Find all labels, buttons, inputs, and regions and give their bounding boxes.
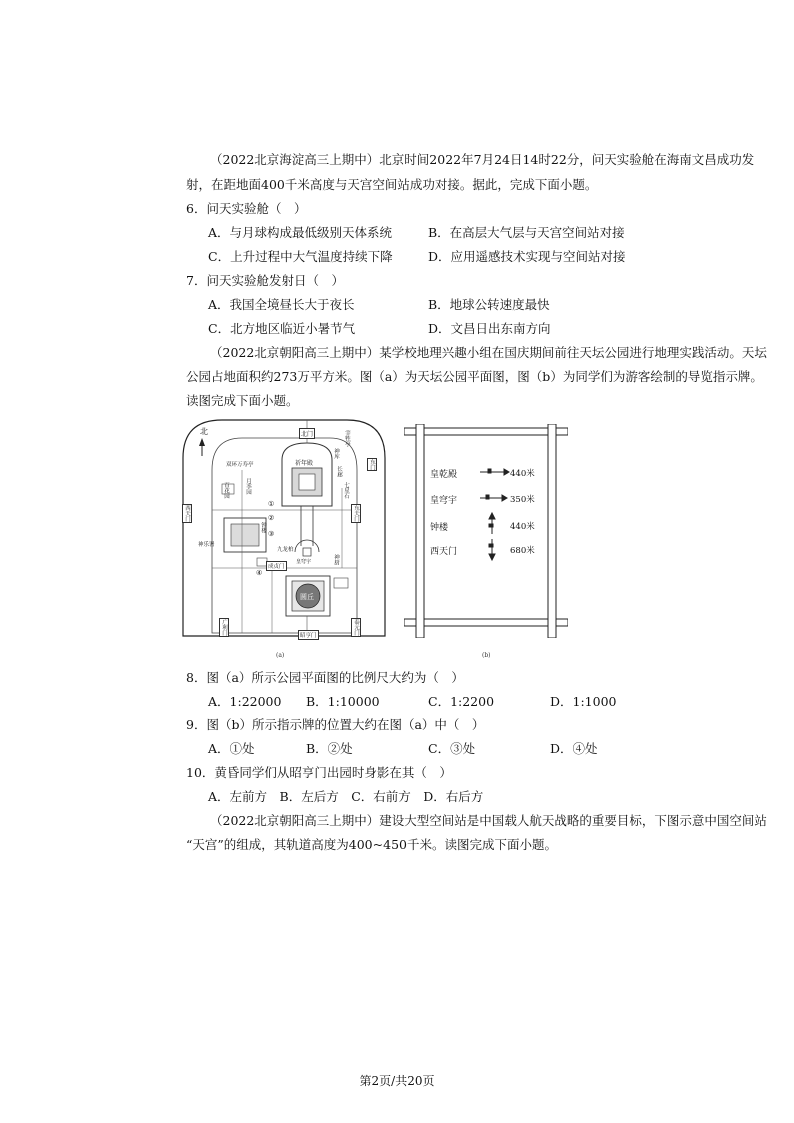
label-zhonglou: 钟楼: [260, 522, 266, 533]
label-qinian: 祈年殿: [295, 460, 314, 467]
passage1-line2: 射，在距地面400千米高度与天宫空间站成功对接。据此，完成下面小题。: [186, 177, 598, 192]
figure-a-caption: (a): [276, 652, 285, 659]
q9-option-d[interactable]: D．④处: [550, 741, 598, 756]
q6-option-d[interactable]: D．应用遥感技术实现与空间站对接: [428, 249, 626, 264]
sign-row-1-dist: 440米: [510, 469, 535, 479]
sign-row-2-dist: 350米: [510, 495, 535, 505]
passage2-line3: 读图完成下面小题。: [186, 393, 299, 408]
park-map-drawing: [182, 418, 388, 650]
gate-beimen: 北门: [299, 428, 315, 439]
q6-option-b[interactable]: B．在高层大气层与天宫空间站对接: [428, 225, 625, 240]
q6-stem: 6．问天实验舱（ ）: [186, 201, 307, 216]
q6-option-a[interactable]: A．与月球构成最低级别天体系统: [208, 225, 393, 240]
label-qixing: 七星石: [343, 482, 349, 499]
q8-option-a[interactable]: A．1:22000: [208, 694, 282, 709]
gate-dongmen: 东门: [369, 459, 375, 470]
label-baihua: 百花园: [223, 482, 229, 499]
figure-a-park-map: [182, 418, 388, 650]
label-changlang: 长廊: [336, 466, 342, 477]
label-zaishengting: 宰牲亭: [344, 430, 350, 447]
passage1-line1: （2022北京海淀高三上期中）北京时间2022年7月24日14时22分，问天实验舱在海南文昌成功发: [210, 152, 755, 167]
q8-stem: 8．图（a）所示公园平面图的比例尺大约为（ ）: [186, 670, 464, 685]
q10-options[interactable]: A．左前方 B．左后方 C．右前方 D．右后方: [208, 789, 484, 804]
q7-option-c[interactable]: C．北方地区临近小暑节气: [208, 321, 356, 336]
north-label: 北: [200, 427, 208, 436]
gate-dongtianmen: 东天门: [353, 505, 359, 522]
label-jiulong: 九龙柏: [277, 547, 294, 553]
q7-option-d[interactable]: D．文昌日出东南方向: [428, 321, 551, 336]
label-shenyue: 神乐署: [198, 542, 215, 548]
q9-stem: 9．图（b）所示指示牌的位置大约在图（a）中（ ）: [186, 717, 485, 732]
marker-1: ①: [268, 500, 275, 508]
sign-row-2-name: 皇穹宇: [430, 496, 458, 506]
sign-row-4-name: 西天门: [430, 547, 458, 557]
gate-guangli: 广利门: [221, 619, 227, 636]
q8-option-d[interactable]: D．1:1000: [550, 694, 617, 709]
passage2-line2: 公园占地面积约273万平方米。图（a）为天坛公园平面图，图（b）为同学们为游客绘制的导览指示牌。: [186, 369, 763, 384]
q7-stem: 7．问天实验舱发射日（ ）: [186, 273, 344, 288]
q9-option-c[interactable]: C．③处: [428, 741, 476, 756]
sign-row-3-dist: 440米: [510, 522, 535, 532]
label-shuanghuan: 双环万寿亭: [226, 462, 254, 468]
passage3-line1: （2022北京朝阳高三上期中）建设大型空间站是中国载人航天战略的重要目标，下图示意中国空间站: [210, 813, 767, 828]
gate-chengzhen: 成贞门: [266, 561, 287, 571]
label-yuanqiu: 圆丘: [300, 593, 314, 601]
q8-option-c[interactable]: C．1:2200: [428, 694, 495, 709]
q7-option-a[interactable]: A．我国全境昼长大于夜长: [208, 297, 355, 312]
page-footer: 第2页/共20页: [359, 1074, 435, 1088]
q7-option-b[interactable]: B．地球公转速度最快: [428, 297, 550, 312]
sign-row-3-name: 钟楼: [430, 523, 449, 533]
marker-4: ④: [256, 569, 263, 577]
label-shenchu: 神厨: [333, 554, 339, 565]
gate-zhaoheng: 昭亨门: [298, 630, 319, 640]
q10-stem: 10．黄昏同学们从昭亨门出园时身影在其（ ）: [186, 765, 452, 780]
gate-ximen: 西天门: [184, 505, 190, 522]
label-huangqiongyu: 皇穹宇: [296, 559, 312, 565]
label-shenku: 神库: [333, 448, 339, 459]
sign-frame-drawing: [404, 424, 568, 638]
marker-3: ③: [268, 530, 275, 538]
q8-option-b[interactable]: B．1:10000: [306, 694, 380, 709]
q6-option-c[interactable]: C．上升过程中大气温度持续下降: [208, 249, 393, 264]
marker-2: ②: [268, 514, 275, 522]
q9-option-a[interactable]: A．①处: [208, 741, 255, 756]
sign-row-4-dist: 680米: [510, 546, 535, 556]
label-yueji: 月季园: [245, 478, 251, 495]
figure-b-sign: [404, 424, 568, 638]
passage2-line1: （2022北京朝阳高三上期中）某学校地理兴趣小组在国庆期间前往天坛公园进行地理实践活动。天坛: [210, 345, 767, 360]
figure-b-caption: (b): [482, 652, 491, 659]
q9-option-b[interactable]: B．②处: [306, 741, 353, 756]
sign-row-1-name: 皇乾殿: [430, 470, 458, 480]
gate-taiyuan: 泰元门: [353, 619, 359, 636]
passage3-line2: “天宫”的组成，其轨道高度为400~450千米。读图完成下面小题。: [186, 837, 557, 852]
